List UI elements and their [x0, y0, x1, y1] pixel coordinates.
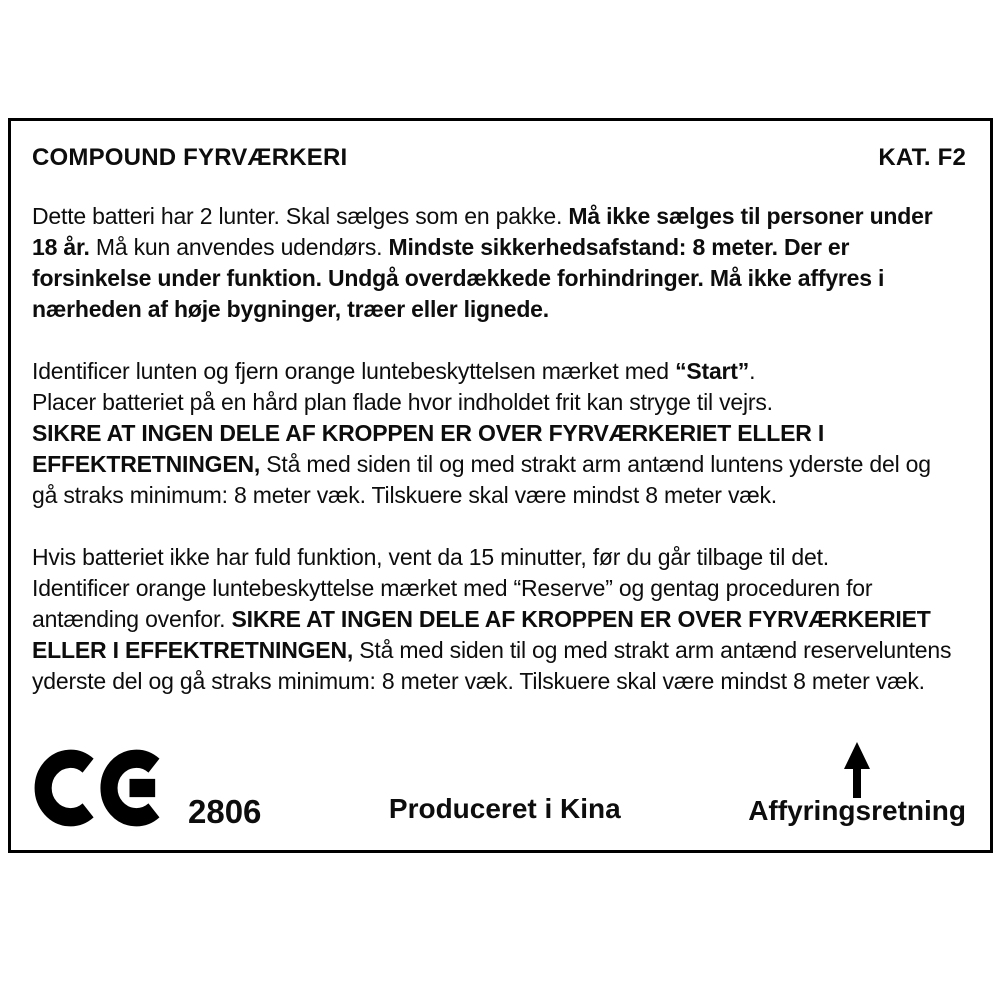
text-line: nærheden af høje bygninger, træer eller lignede. — [32, 296, 549, 322]
ce-mark-icon — [32, 746, 162, 830]
paragraph — [32, 201, 966, 325]
text-line: Dette batteri har 2 lunter. Skal sælges som en pakke. Må ikke sælges til personer under — [32, 203, 933, 229]
text-line: EFFEKTRETNINGEN, Stå med siden til og med strakt arm antænd luntens yderste del og — [32, 451, 931, 477]
footer-row — [32, 742, 966, 830]
label-frame — [8, 118, 993, 853]
text-line: yderste del og gå straks minimum: 8 meter væk. Tilskuere skal være mindst 8 meter væk. — [32, 668, 925, 694]
text-line: gå straks minimum: 8 meter væk. Tilskuere skal være mindst 8 meter væk. — [32, 482, 778, 508]
text-line: Hvis batteriet ikke har fuld funktion, vent da 15 minutter, før du går tilbage til det. — [32, 544, 829, 570]
paragraph — [32, 542, 966, 697]
text-line: Identificer orange luntebeskyttelse mærket med “Reserve” og gentag proceduren for — [32, 575, 873, 601]
text-line: ELLER I EFFEKTRETNINGEN, Stå med siden til og med strakt arm antænd reserveluntens — [32, 637, 952, 663]
up-arrow-icon — [842, 742, 872, 798]
header-row — [32, 143, 966, 173]
text-line: 18 år. Må kun anvendes udendørs. Mindste sikkerhedsafstand: 8 meter. Der er — [32, 234, 850, 260]
ce-group — [32, 746, 261, 830]
text-line: forsinkelse under funktion. Undgå overdækkede forhindringer. Må ikke affyres i — [32, 265, 885, 291]
label-title: COMPOUND FYRVÆRKERI — [32, 144, 348, 171]
text-line: Identificer lunten og fjern orange luntebeskyttelsen mærket med “Start”. — [32, 358, 756, 384]
paragraph — [32, 356, 966, 511]
firing-direction-group — [748, 742, 966, 830]
text-line: SIKRE AT INGEN DELE AF KROPPEN ER OVER FYRVÆRKERIET ELLER I — [32, 420, 825, 446]
firing-direction-label: Affyringsretning — [748, 795, 966, 826]
category-code: KAT. F2 — [878, 144, 966, 171]
text-line: Placer batteriet på en hård plan flade hvor indholdet frit kan stryge til vejrs. — [32, 389, 773, 415]
text-line: antænding ovenfor. SIKRE AT INGEN DELE AF KROPPEN ER OVER FYRVÆRKERIET — [32, 606, 931, 632]
origin-text: Produceret i Kina — [388, 793, 621, 824]
paragraphs-container — [32, 201, 966, 697]
notified-body-number: 2806 — [188, 793, 262, 830]
